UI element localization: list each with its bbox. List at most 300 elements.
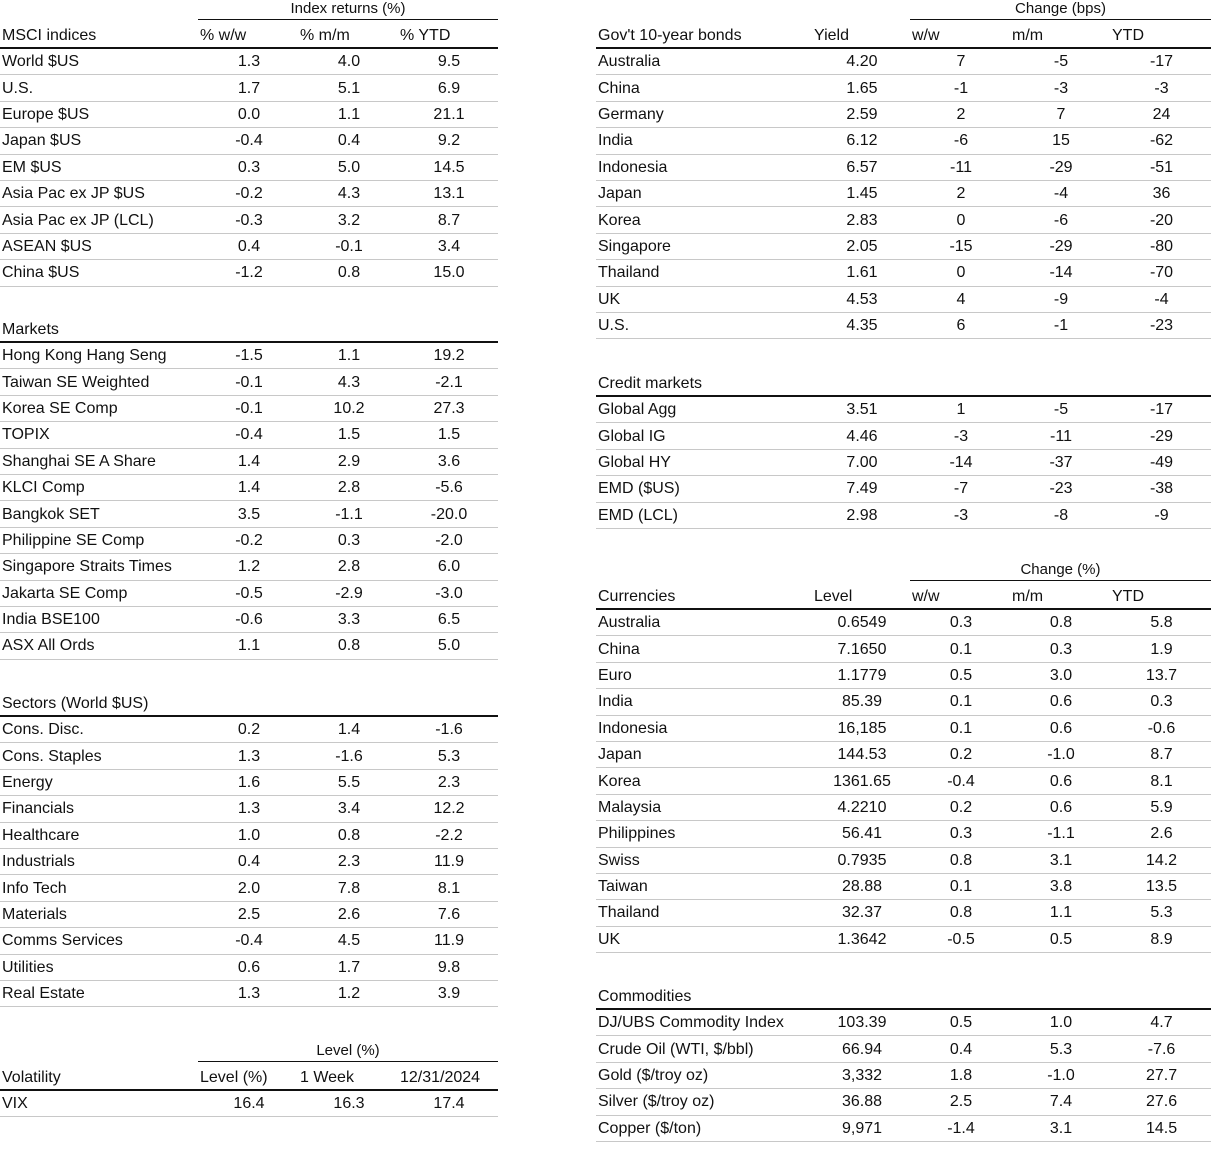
value-cell: -38 bbox=[1110, 476, 1211, 502]
row-label: Cons. Staples bbox=[0, 743, 198, 769]
volatility-header-row bbox=[0, 1066, 498, 1090]
value-cell: -0.4 bbox=[198, 128, 298, 154]
value-cell: 14.5 bbox=[1110, 1115, 1211, 1141]
column-header: YTD bbox=[1110, 24, 1211, 48]
value-cell: 5.5 bbox=[298, 769, 398, 795]
value-cell: 3.3 bbox=[298, 606, 398, 632]
currencies-row bbox=[596, 847, 1211, 873]
value-cell: 4.0 bbox=[298, 48, 398, 75]
row-label: Malaysia bbox=[596, 794, 812, 820]
row-label: India bbox=[596, 689, 812, 715]
value-cell: 7 bbox=[910, 48, 1010, 75]
row-label: ASEAN $US bbox=[0, 233, 198, 259]
column-header: 1 Week bbox=[298, 1066, 398, 1090]
value-cell: -3 bbox=[1010, 75, 1110, 101]
currencies-row bbox=[596, 715, 1211, 741]
row-label: EMD (LCL) bbox=[596, 502, 812, 528]
value-cell: 8.7 bbox=[398, 207, 498, 233]
msci-row bbox=[0, 180, 498, 206]
value-cell: 0.4 bbox=[198, 848, 298, 874]
bonds-row bbox=[596, 101, 1211, 127]
row-label: India BSE100 bbox=[0, 606, 198, 632]
value-cell: 7.8 bbox=[298, 875, 398, 901]
value-cell: 9.5 bbox=[398, 48, 498, 75]
value-cell: 13.1 bbox=[398, 180, 498, 206]
value-cell: 0.3 bbox=[198, 154, 298, 180]
value-cell: 1.3 bbox=[198, 48, 298, 75]
msci-row bbox=[0, 128, 498, 154]
value-cell: -62 bbox=[1110, 128, 1211, 154]
volatility-caption: Level (%) bbox=[198, 1042, 498, 1062]
markets-row bbox=[0, 633, 498, 659]
value-cell: 6.12 bbox=[812, 128, 910, 154]
row-label: Info Tech bbox=[0, 875, 198, 901]
value-cell: -17 bbox=[1110, 48, 1211, 75]
value-cell: 2.6 bbox=[1110, 821, 1211, 847]
value-cell: -23 bbox=[1010, 476, 1110, 502]
currencies-row bbox=[596, 873, 1211, 899]
row-label: Bangkok SET bbox=[0, 501, 198, 527]
row-label: Taiwan SE Weighted bbox=[0, 369, 198, 395]
commodities-table bbox=[596, 985, 1211, 1142]
value-cell: 1 bbox=[910, 396, 1010, 423]
value-cell: 9.2 bbox=[398, 128, 498, 154]
value-cell: 0.6 bbox=[1010, 768, 1110, 794]
value-cell: -29 bbox=[1010, 154, 1110, 180]
row-label: Materials bbox=[0, 901, 198, 927]
value-cell: -5.6 bbox=[398, 474, 498, 500]
value-cell: 2.8 bbox=[298, 554, 398, 580]
value-cell: 2.3 bbox=[298, 848, 398, 874]
column-header: 12/31/2024 bbox=[398, 1066, 498, 1090]
markets-row bbox=[0, 448, 498, 474]
value-cell: 0.3 bbox=[910, 609, 1010, 636]
sectors-row bbox=[0, 980, 498, 1006]
row-label: China $US bbox=[0, 260, 198, 286]
value-cell: 1.7 bbox=[298, 954, 398, 980]
row-label: Indonesia bbox=[596, 715, 812, 741]
value-cell: -1.0 bbox=[1010, 741, 1110, 767]
value-cell: 17.4 bbox=[398, 1090, 498, 1117]
bonds-row bbox=[596, 286, 1211, 312]
value-cell: 7.49 bbox=[812, 476, 910, 502]
value-cell: 0.1 bbox=[910, 873, 1010, 899]
value-cell: 0.4 bbox=[910, 1036, 1010, 1062]
markets-row bbox=[0, 580, 498, 606]
value-cell: 28.88 bbox=[812, 873, 910, 899]
markets-row bbox=[0, 395, 498, 421]
row-label: Copper ($/ton) bbox=[596, 1115, 812, 1141]
value-cell: 6.9 bbox=[398, 75, 498, 101]
value-cell: 16,185 bbox=[812, 715, 910, 741]
value-cell: 5.9 bbox=[1110, 794, 1211, 820]
value-cell: 56.41 bbox=[812, 821, 910, 847]
value-cell: 11.9 bbox=[398, 848, 498, 874]
credit-row bbox=[596, 423, 1211, 449]
volatility-row bbox=[0, 1090, 498, 1117]
value-cell: -70 bbox=[1110, 260, 1211, 286]
value-cell: 3.9 bbox=[398, 980, 498, 1006]
row-label: ASX All Ords bbox=[0, 633, 198, 659]
value-cell: -5 bbox=[1010, 48, 1110, 75]
value-cell: 5.0 bbox=[298, 154, 398, 180]
credit-title: Credit markets bbox=[596, 372, 1211, 396]
value-cell: 0.7935 bbox=[812, 847, 910, 873]
value-cell: 1.9 bbox=[1110, 636, 1211, 662]
row-label: Energy bbox=[0, 769, 198, 795]
value-cell: -2.0 bbox=[398, 527, 498, 553]
value-cell: 14.2 bbox=[1110, 847, 1211, 873]
markets-row bbox=[0, 474, 498, 500]
value-cell: 1.0 bbox=[1010, 1009, 1110, 1036]
value-cell: 2.6 bbox=[298, 901, 398, 927]
currencies-row bbox=[596, 794, 1211, 820]
value-cell: 3.6 bbox=[398, 448, 498, 474]
value-cell: 4.3 bbox=[298, 369, 398, 395]
value-cell: 1.6 bbox=[198, 769, 298, 795]
value-cell: -29 bbox=[1110, 423, 1211, 449]
column-header: % m/m bbox=[298, 24, 398, 48]
currencies-caption: Change (%) bbox=[910, 561, 1211, 581]
value-cell: 0.3 bbox=[910, 821, 1010, 847]
value-cell: 0.8 bbox=[298, 633, 398, 659]
column-header: % w/w bbox=[198, 24, 298, 48]
column-header: MSCI indices bbox=[0, 24, 198, 48]
value-cell: -0.2 bbox=[198, 527, 298, 553]
bonds-caption: Change (bps) bbox=[910, 0, 1211, 20]
value-cell: -37 bbox=[1010, 449, 1110, 475]
column-header: YTD bbox=[1110, 585, 1211, 609]
value-cell: 1.1779 bbox=[812, 662, 910, 688]
row-label: Financials bbox=[0, 796, 198, 822]
value-cell: 144.53 bbox=[812, 741, 910, 767]
row-label: Crude Oil (WTI, $/bbl) bbox=[596, 1036, 812, 1062]
value-cell: -7.6 bbox=[1110, 1036, 1211, 1062]
value-cell: 0.1 bbox=[910, 689, 1010, 715]
row-label: Philippines bbox=[596, 821, 812, 847]
value-cell: 2.0 bbox=[198, 875, 298, 901]
sectors-row bbox=[0, 716, 498, 743]
row-label: Japan bbox=[596, 180, 812, 206]
row-label: Singapore bbox=[596, 233, 812, 259]
currencies-row bbox=[596, 768, 1211, 794]
volatility-table bbox=[0, 1066, 498, 1117]
row-label: Utilities bbox=[0, 954, 198, 980]
row-label: Real Estate bbox=[0, 980, 198, 1006]
column-header: Yield bbox=[812, 24, 910, 48]
value-cell: 1.61 bbox=[812, 260, 910, 286]
value-cell: 2.59 bbox=[812, 101, 910, 127]
value-cell: -2.9 bbox=[298, 580, 398, 606]
value-cell: -0.2 bbox=[198, 180, 298, 206]
value-cell: 6.0 bbox=[398, 554, 498, 580]
value-cell: -0.1 bbox=[198, 369, 298, 395]
value-cell: -0.3 bbox=[198, 207, 298, 233]
value-cell: 16.3 bbox=[298, 1090, 398, 1117]
value-cell: 8.7 bbox=[1110, 741, 1211, 767]
row-label: India bbox=[596, 128, 812, 154]
row-label: Australia bbox=[596, 609, 812, 636]
value-cell: 0 bbox=[910, 207, 1010, 233]
value-cell: -3 bbox=[1110, 75, 1211, 101]
row-label: Silver ($/troy oz) bbox=[596, 1089, 812, 1115]
value-cell: 0.4 bbox=[298, 128, 398, 154]
value-cell: 4.53 bbox=[812, 286, 910, 312]
column-header: Level (%) bbox=[198, 1066, 298, 1090]
value-cell: -14 bbox=[1010, 260, 1110, 286]
row-label: Gold ($/troy oz) bbox=[596, 1062, 812, 1088]
bonds-row bbox=[596, 180, 1211, 206]
value-cell: 11.9 bbox=[398, 928, 498, 954]
value-cell: -2.2 bbox=[398, 822, 498, 848]
value-cell: 7.00 bbox=[812, 449, 910, 475]
value-cell: 85.39 bbox=[812, 689, 910, 715]
sectors-row bbox=[0, 822, 498, 848]
row-label: Thailand bbox=[596, 900, 812, 926]
value-cell: 13.5 bbox=[1110, 873, 1211, 899]
value-cell: -9 bbox=[1010, 286, 1110, 312]
markets-row bbox=[0, 527, 498, 553]
row-label: Korea bbox=[596, 207, 812, 233]
value-cell: 0 bbox=[910, 260, 1010, 286]
value-cell: -4 bbox=[1010, 180, 1110, 206]
value-cell: 3.8 bbox=[1010, 873, 1110, 899]
value-cell: 27.3 bbox=[398, 395, 498, 421]
sectors-row bbox=[0, 928, 498, 954]
credit-row bbox=[596, 396, 1211, 423]
value-cell: 1.4 bbox=[198, 474, 298, 500]
value-cell: 4.3 bbox=[298, 180, 398, 206]
commodities-row bbox=[596, 1062, 1211, 1088]
msci-caption: Index returns (%) bbox=[198, 0, 498, 20]
row-label: World $US bbox=[0, 48, 198, 75]
value-cell: 0.8 bbox=[910, 847, 1010, 873]
row-label: Asia Pac ex JP $US bbox=[0, 180, 198, 206]
value-cell: 32.37 bbox=[812, 900, 910, 926]
value-cell: 0.6 bbox=[1010, 794, 1110, 820]
value-cell: 12.2 bbox=[398, 796, 498, 822]
row-label: Korea bbox=[596, 768, 812, 794]
msci-row bbox=[0, 233, 498, 259]
row-label: U.S. bbox=[596, 312, 812, 338]
row-label: Global IG bbox=[596, 423, 812, 449]
msci-row bbox=[0, 207, 498, 233]
value-cell: 1.3 bbox=[198, 980, 298, 1006]
value-cell: 9,971 bbox=[812, 1115, 910, 1141]
value-cell: 2.05 bbox=[812, 233, 910, 259]
value-cell: -2.1 bbox=[398, 369, 498, 395]
markets-row bbox=[0, 501, 498, 527]
row-label: Australia bbox=[596, 48, 812, 75]
row-label: Global Agg bbox=[596, 396, 812, 423]
commodities-section bbox=[596, 985, 1211, 1142]
value-cell: 2.3 bbox=[398, 769, 498, 795]
value-cell: -0.5 bbox=[198, 580, 298, 606]
value-cell: 7 bbox=[1010, 101, 1110, 127]
value-cell: 2 bbox=[910, 180, 1010, 206]
row-label: Thailand bbox=[596, 260, 812, 286]
bonds-table bbox=[596, 24, 1211, 339]
markets-row bbox=[0, 606, 498, 632]
row-label: Singapore Straits Times bbox=[0, 554, 198, 580]
value-cell: 0.8 bbox=[298, 260, 398, 286]
value-cell: -23 bbox=[1110, 312, 1211, 338]
value-cell: 0.1 bbox=[910, 715, 1010, 741]
value-cell: -0.4 bbox=[198, 928, 298, 954]
bonds-row bbox=[596, 128, 1211, 154]
value-cell: -1.6 bbox=[398, 716, 498, 743]
value-cell: 0.3 bbox=[298, 527, 398, 553]
credit-section bbox=[596, 372, 1211, 529]
value-cell: 0.1 bbox=[910, 636, 1010, 662]
value-cell: 15.0 bbox=[398, 260, 498, 286]
value-cell: -49 bbox=[1110, 449, 1211, 475]
value-cell: -0.4 bbox=[910, 768, 1010, 794]
value-cell: -3.0 bbox=[398, 580, 498, 606]
currencies-row bbox=[596, 741, 1211, 767]
value-cell: -0.4 bbox=[198, 422, 298, 448]
column-header: Gov't 10-year bonds bbox=[596, 24, 812, 48]
value-cell: -3 bbox=[910, 502, 1010, 528]
commodities-row bbox=[596, 1089, 1211, 1115]
value-cell: 16.4 bbox=[198, 1090, 298, 1117]
row-label: Indonesia bbox=[596, 154, 812, 180]
row-label: Jakarta SE Comp bbox=[0, 580, 198, 606]
value-cell: 4.46 bbox=[812, 423, 910, 449]
value-cell: 3.1 bbox=[1010, 847, 1110, 873]
value-cell: 1.3 bbox=[198, 796, 298, 822]
currencies-row bbox=[596, 689, 1211, 715]
column-header: Currencies bbox=[596, 585, 812, 609]
credit-table bbox=[596, 372, 1211, 529]
value-cell: -0.6 bbox=[198, 606, 298, 632]
row-label: Euro bbox=[596, 662, 812, 688]
value-cell: 103.39 bbox=[812, 1009, 910, 1036]
value-cell: 15 bbox=[1010, 128, 1110, 154]
value-cell: 1.1 bbox=[198, 633, 298, 659]
currencies-row bbox=[596, 609, 1211, 636]
row-label: KLCI Comp bbox=[0, 474, 198, 500]
row-label: Healthcare bbox=[0, 822, 198, 848]
value-cell: 7.4 bbox=[1010, 1089, 1110, 1115]
value-cell: 0.6 bbox=[1010, 715, 1110, 741]
value-cell: 2.5 bbox=[198, 901, 298, 927]
value-cell: 24 bbox=[1110, 101, 1211, 127]
value-cell: 1361.65 bbox=[812, 768, 910, 794]
sectors-row bbox=[0, 796, 498, 822]
sectors-title: Sectors (World $US) bbox=[0, 692, 498, 716]
value-cell: -3 bbox=[910, 423, 1010, 449]
row-label: Europe $US bbox=[0, 101, 198, 127]
value-cell: 0.2 bbox=[910, 794, 1010, 820]
value-cell: 2.5 bbox=[910, 1089, 1010, 1115]
row-label: DJ/UBS Commodity Index bbox=[596, 1009, 812, 1036]
value-cell: 1.2 bbox=[298, 980, 398, 1006]
bonds-row bbox=[596, 233, 1211, 259]
msci-row bbox=[0, 101, 498, 127]
value-cell: -1.2 bbox=[198, 260, 298, 286]
sectors-row bbox=[0, 769, 498, 795]
value-cell: 66.94 bbox=[812, 1036, 910, 1062]
row-label: Germany bbox=[596, 101, 812, 127]
value-cell: 10.2 bbox=[298, 395, 398, 421]
value-cell: 0.5 bbox=[910, 1009, 1010, 1036]
row-label: Industrials bbox=[0, 848, 198, 874]
row-label: Japan bbox=[596, 741, 812, 767]
currencies-row bbox=[596, 821, 1211, 847]
column-header: m/m bbox=[1010, 24, 1110, 48]
bonds-header-row bbox=[596, 24, 1211, 48]
value-cell: 9.8 bbox=[398, 954, 498, 980]
value-cell: 5.3 bbox=[1010, 1036, 1110, 1062]
value-cell: 8.9 bbox=[1110, 926, 1211, 952]
commodities-row bbox=[596, 1115, 1211, 1141]
value-cell: -6 bbox=[910, 128, 1010, 154]
row-label: Taiwan bbox=[596, 873, 812, 899]
row-label: Cons. Disc. bbox=[0, 716, 198, 743]
value-cell: -8 bbox=[1010, 502, 1110, 528]
value-cell: -0.5 bbox=[910, 926, 1010, 952]
bonds-row bbox=[596, 260, 1211, 286]
value-cell: -0.1 bbox=[198, 395, 298, 421]
row-label: UK bbox=[596, 926, 812, 952]
value-cell: 14.5 bbox=[398, 154, 498, 180]
value-cell: 7.1650 bbox=[812, 636, 910, 662]
value-cell: -1.4 bbox=[910, 1115, 1010, 1141]
value-cell: 3.2 bbox=[298, 207, 398, 233]
value-cell: 36 bbox=[1110, 180, 1211, 206]
value-cell: -1 bbox=[1010, 312, 1110, 338]
sectors-row bbox=[0, 743, 498, 769]
column-header: w/w bbox=[910, 585, 1010, 609]
value-cell: 6.5 bbox=[398, 606, 498, 632]
value-cell: -51 bbox=[1110, 154, 1211, 180]
value-cell: 5.8 bbox=[1110, 609, 1211, 636]
column-header: m/m bbox=[1010, 585, 1110, 609]
credit-row bbox=[596, 449, 1211, 475]
row-label: China bbox=[596, 636, 812, 662]
value-cell: 0.3 bbox=[1110, 689, 1211, 715]
value-cell: 0.8 bbox=[1010, 609, 1110, 636]
value-cell: -1.0 bbox=[1010, 1062, 1110, 1088]
row-label: Philippine SE Comp bbox=[0, 527, 198, 553]
value-cell: 6.57 bbox=[812, 154, 910, 180]
column-header: w/w bbox=[910, 24, 1010, 48]
bonds-row bbox=[596, 75, 1211, 101]
credit-row bbox=[596, 476, 1211, 502]
value-cell: 1.45 bbox=[812, 180, 910, 206]
value-cell: 1.65 bbox=[812, 75, 910, 101]
value-cell: 2.83 bbox=[812, 207, 910, 233]
value-cell: -1.5 bbox=[198, 342, 298, 369]
value-cell: 4.7 bbox=[1110, 1009, 1211, 1036]
row-label: U.S. bbox=[0, 75, 198, 101]
value-cell: 1.4 bbox=[298, 716, 398, 743]
value-cell: 21.1 bbox=[398, 101, 498, 127]
currencies-row bbox=[596, 926, 1211, 952]
value-cell: -80 bbox=[1110, 233, 1211, 259]
value-cell: 36.88 bbox=[812, 1089, 910, 1115]
value-cell: 3.4 bbox=[298, 796, 398, 822]
column-header: % YTD bbox=[398, 24, 498, 48]
value-cell: -1 bbox=[910, 75, 1010, 101]
value-cell: 7.6 bbox=[398, 901, 498, 927]
value-cell: 4.20 bbox=[812, 48, 910, 75]
value-cell: -1.1 bbox=[298, 501, 398, 527]
markets-row bbox=[0, 342, 498, 369]
value-cell: 0.4 bbox=[198, 233, 298, 259]
value-cell: 1.5 bbox=[398, 422, 498, 448]
